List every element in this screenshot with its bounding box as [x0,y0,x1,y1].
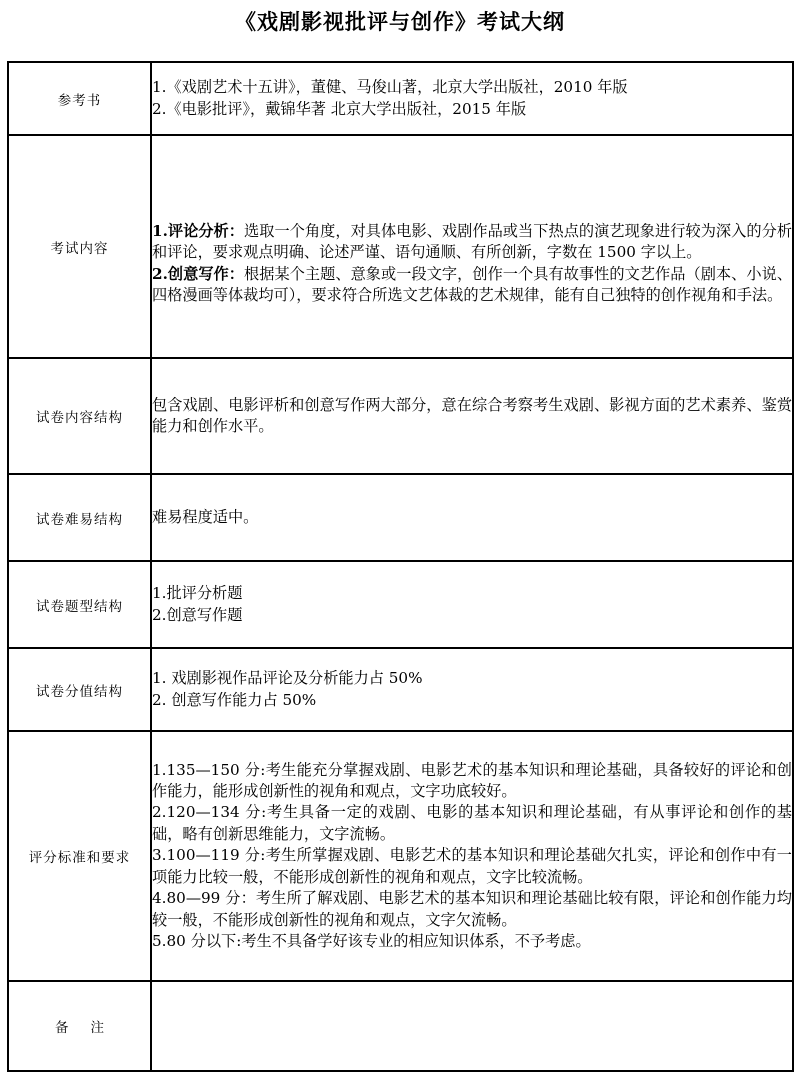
score-structure-content [151,648,793,731]
remarks-label [8,981,151,1071]
table-row-score-structure [8,648,793,731]
question-type-item: 2.创意写作题 [152,605,243,624]
exam-content-label: 考试内容 [8,135,151,358]
remarks-label-text: 备注 [55,1020,126,1036]
outline-table [7,61,794,1072]
question-type-structure-content [151,561,793,648]
grading-item: 1.135—150 分:考生能充分掌握戏剧、电影艺术的基本知识和理论基础，具备较好的评论和创作能力，能形成创新性的视角和观点，文字功底较好。 [152,760,792,801]
grading-standards-label: 评分标准和要求 [8,731,151,981]
exam-content-item [152,264,792,307]
paper-content-structure-content: 包含戏剧、电影评析和创意写作两大部分，意在综合考察考生戏剧、影视方面的艺术素养、鉴赏能力和创作水平。 [151,358,793,474]
grading-item: 3.100—119 分:考生所掌握戏剧、电影艺术的基本知识和理论基础欠扎实，评论和创作中有一项能力比较一般，不能形成创新性的视角和观点，文字比较流畅。 [152,846,792,886]
grading-item: 5.80 分以下:考生不具备学好该专业的相应知识体系，不予考虑。 [152,931,591,950]
table-row-question-type-structure [8,561,793,648]
difficulty-structure-content: 难易程度适中。 [151,474,793,561]
question-type-item: 1.批评分析题 [152,584,243,603]
grading-item: 2.120—134 分:考生具备一定的戏剧、电影的基本知识和理论基础，有从事评论和创作的基础，略有创新思维能力，文字流畅。 [152,803,792,843]
score-item: 2. 创意写作能力占 50% [152,690,317,709]
grading-item: 4.80—99 分：考生所了解戏剧、电影艺术的基本知识和理论基础比较有限，评论和创作能力均较一般，不能形成创新性的视角和观点，文字欠流畅。 [152,889,792,929]
question-type-structure-label: 试卷题型结构 [8,561,151,648]
remarks-content [151,981,793,1071]
reference-item: 1.《戏剧艺术十五讲》，董健、马俊山著，北京大学出版社，2010 年版 [152,78,628,97]
exam-content-content [151,135,793,358]
reference-item: 2.《电影批评》，戴锦华著 北京大学出版社，2015 年版 [152,99,527,118]
exam-content-item [152,221,792,264]
difficulty-structure-label: 试卷难易结构 [8,474,151,561]
table-row-exam-content [8,135,793,358]
exam-item-text: 根据某个主题、意象或一段文字，创作一个具有故事性的文艺作品（剧本、小说、四格漫画等体裁均可），要求符合所选文艺体裁的艺术规律，能有自己独特的创作视角和手法。 [152,264,793,304]
exam-item-heading: 1.评论分析： [152,221,245,240]
table-row-difficulty-structure [8,474,793,561]
references-content [151,62,793,135]
table-row-grading-standards [8,731,793,981]
table-row-paper-content-structure [8,358,793,474]
page-title: 《戏剧影视批评与创作》考试大纲 [235,9,565,34]
references-label: 参考书 [8,62,151,135]
exam-item-text: 选取一个角度，对具体电影、戏剧作品或当下热点的演艺现象进行较为深入的分析和评论，要求观点明确、论述严谨、语句通顺、有所创新，字数在 1500 字以上。 [152,221,793,262]
exam-item-heading: 2.创意写作： [152,264,245,283]
grading-standards-content [151,731,793,981]
score-item: 1. 戏剧影视作品评论及分析能力占 50% [152,669,423,688]
score-structure-label: 试卷分值结构 [8,648,151,731]
table-row-remarks [8,981,793,1071]
paper-content-structure-label: 试卷内容结构 [8,358,151,474]
table-row-references [8,62,793,135]
